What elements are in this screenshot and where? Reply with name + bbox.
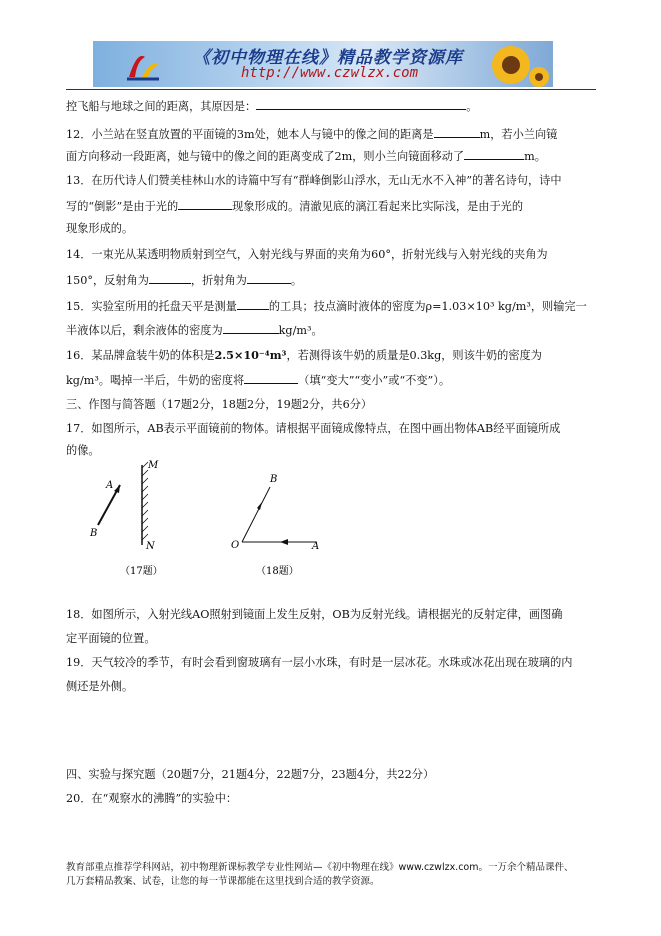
arrowhead-ao: [280, 539, 288, 545]
text-line: 半液体以后，剩余液体的密度为 kg/m³。: [66, 324, 323, 337]
section-3-heading: 三、作图与简答题（17题2分，18题2分，19题2分，共6分）: [66, 398, 373, 411]
answer-blank[interactable]: [149, 272, 191, 284]
answer-blank[interactable]: [223, 322, 279, 334]
answer-blank[interactable]: [256, 98, 466, 110]
mirror-hatching: [142, 462, 148, 540]
text-line: 控飞船与地球之间的距离，其原因是： 。: [66, 100, 478, 113]
answer-blank[interactable]: [464, 148, 524, 160]
figure-17-18: [84, 460, 334, 580]
label-m: M: [148, 460, 159, 471]
text-line: 侧还是外侧。: [66, 680, 134, 693]
question-16: 16．某品牌盒装牛奶的体积是2.5×10⁻⁴m³，若测得该牛奶的质量是0.3kg，则该牛奶的密度为: [66, 348, 542, 362]
answer-blank[interactable]: [247, 272, 291, 284]
label-n: N: [146, 541, 155, 552]
label-a-fig17: A: [106, 480, 114, 491]
label-b-fig17: B: [90, 528, 98, 539]
text-line: 150°，反射角为 ，折射角为 。: [66, 274, 303, 287]
text-line: 现象形成的。: [66, 222, 134, 235]
caption-18: （18题）: [256, 566, 299, 577]
header-rule: [66, 89, 596, 90]
arrowhead-a: [114, 485, 120, 493]
question-18: 18．如图所示，入射光线AO照射到镜面上发生反射，OB为反射光线。请根据光的反射定律，画图确: [66, 608, 563, 621]
site-logo-icon: [123, 47, 163, 83]
question-20: 20．在“观察水的沸腾”的实验中：: [66, 792, 238, 805]
page-footer: [66, 861, 574, 889]
answer-blank[interactable]: [434, 126, 480, 138]
question-12: 12．小兰站在竖直放置的平面镜的3m处，她本人与镜中的像之间的距离是 m，若小兰向镜: [66, 128, 558, 141]
reflected-ray-ob: [242, 487, 270, 542]
footer-line-2: 几万套精品教案、试卷，让您的每一节课都能在这里找到合适的教学资源。: [66, 876, 380, 887]
question-13: 13．在历代诗人们赞美桂林山水的诗篇中写有“群峰倒影山浮水，无山无水不入神”的著名诗句，诗中: [66, 174, 562, 187]
answer-blank[interactable]: [244, 372, 298, 384]
caption-17: （17题）: [120, 566, 163, 577]
question-19: 19．天气较冷的季节，有时会看到窗玻璃有一层小水珠，有时是一层冰花。水珠或冰花出现在玻璃的内: [66, 656, 573, 669]
question-14: 14．一束光从某透明物质射到空气，入射光线与界面的夹角为60°，折射光线与入射光线的夹角为: [66, 248, 548, 261]
site-url[interactable]: http://www.czwlzx.com: [241, 65, 419, 81]
section-4-heading: 四、实验与探究题（20题7分，21题4分，22题7分，23题4分，共22分）: [66, 768, 435, 781]
text-line: 定平面镜的位置。: [66, 632, 156, 645]
header-banner: [93, 41, 553, 87]
question-17: 17．如图所示，AB表示平面镜前的物体。请根据平面镜成像特点，在图中画出物体AB经平面镜所成: [66, 422, 561, 435]
arrowhead-ob: [257, 502, 262, 510]
sunflower-icon: [473, 43, 549, 87]
footer-line-1: 教育部重点推荐学科网站，初中物理新课标教学专业性网站—《初中物理在线》www.czwlzx.com。一万余个精品课件、: [66, 862, 574, 873]
label-a-fig18: A: [312, 541, 320, 552]
answer-blank[interactable]: [178, 198, 232, 210]
label-o: O: [231, 540, 240, 551]
text-line: kg/m³。喝掉一半后，牛奶的密度将 （填“变大”“变小”或“不变”）。: [66, 374, 451, 387]
site-title: 《初中物理在线》精品教学资源库: [193, 48, 463, 68]
text-line: 的像。: [66, 444, 100, 457]
text-line: 面方向移动一段距离，她与镜中的像之间的距离变成了2m，则小兰向镜面移动了 m。: [66, 150, 546, 163]
label-b-fig18: B: [270, 474, 278, 485]
answer-blank[interactable]: [237, 298, 269, 310]
question-15: 15．实验室所用的托盘天平是测量 的工具；技点滴时液体的密度为ρ=1.03×10³ kg/m³，则输完一: [66, 300, 587, 313]
text-line: 写的“倒影”是由于光的 现象形成的。清澈见底的漓江看起来比实际浅，是由于光的: [66, 200, 524, 213]
